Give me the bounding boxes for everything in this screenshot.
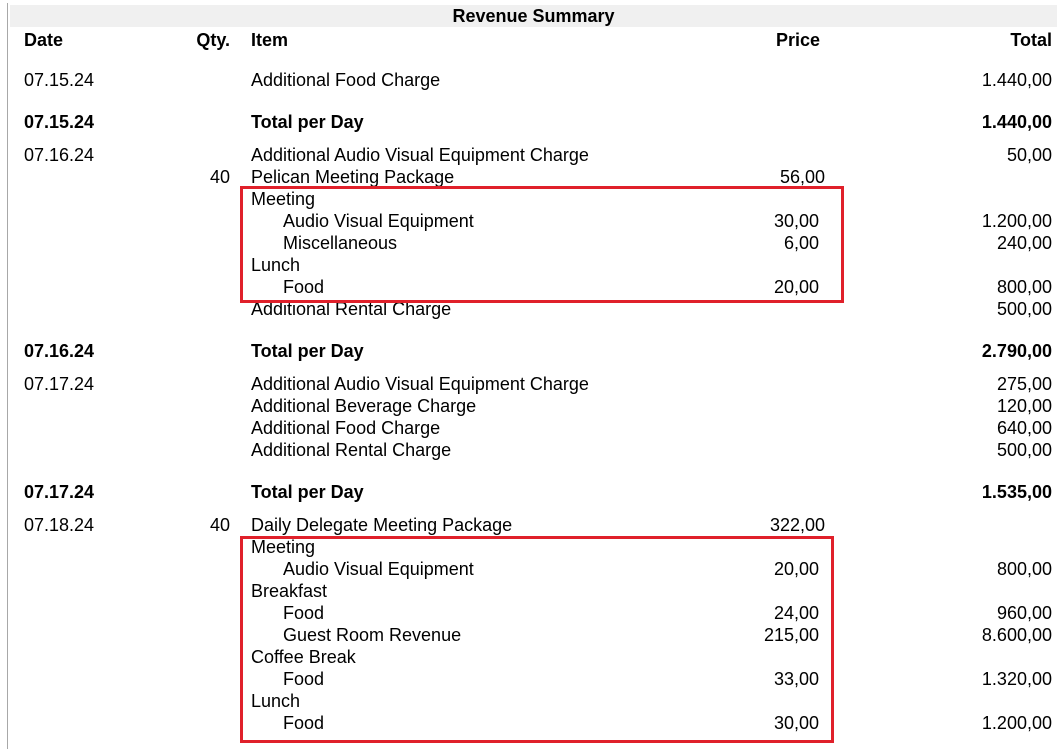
- day-total-row: [0, 481, 1057, 503]
- date-cell: 07.18.24: [24, 515, 95, 535]
- total-cell: 1.440,00: [981, 70, 1052, 90]
- price-cell: 24,00: [773, 603, 819, 623]
- qty-cell: 40: [209, 167, 230, 187]
- header-qty: Qty.: [196, 30, 230, 50]
- total-cell: 2.790,00: [981, 341, 1052, 361]
- report-title: Revenue Summary: [10, 5, 1057, 27]
- price-cell: 30,00: [773, 211, 819, 231]
- price-cell: 215,00: [763, 625, 819, 645]
- total-cell: 500,00: [996, 299, 1052, 319]
- highlight-box-daily-delegate-package: [240, 536, 834, 743]
- date-cell: 07.15.24: [24, 70, 95, 90]
- table-row: [0, 69, 1057, 91]
- item-cell: Breakfast: [251, 581, 328, 601]
- total-cell: 1.200,00: [981, 713, 1052, 733]
- item-cell: Food: [283, 669, 325, 689]
- date-cell: 07.15.24: [24, 112, 95, 132]
- item-cell: Additional Food Charge: [251, 418, 441, 438]
- item-cell: Audio Visual Equipment: [283, 559, 474, 579]
- table-row: [0, 166, 1057, 188]
- highlight-box-pelican-package: [240, 186, 844, 303]
- item-cell: Coffee Break: [251, 647, 356, 667]
- header-price: Price: [775, 30, 820, 50]
- date-cell: 07.16.24: [24, 341, 95, 361]
- item-cell: Additional Food Charge: [251, 70, 441, 90]
- table-row: [0, 395, 1057, 417]
- total-cell: 640,00: [996, 418, 1052, 438]
- total-cell: 1.200,00: [981, 211, 1052, 231]
- item-cell: Additional Rental Charge: [251, 299, 452, 319]
- item-cell: Audio Visual Equipment: [283, 211, 474, 231]
- table-row: [0, 514, 1057, 536]
- table-row: [0, 373, 1057, 395]
- table-row: [0, 439, 1057, 461]
- item-cell: Pelican Meeting Package: [251, 167, 455, 187]
- price-cell: 20,00: [773, 277, 819, 297]
- item-cell: Additional Audio Visual Equipment Charge: [251, 145, 589, 165]
- price-cell: 30,00: [773, 713, 819, 733]
- price-cell: 20,00: [773, 559, 819, 579]
- day-total-row: [0, 340, 1057, 362]
- item-cell: Total per Day: [251, 341, 364, 361]
- price-cell: 6,00: [783, 233, 819, 253]
- total-cell: 1.535,00: [981, 482, 1052, 502]
- header-date: Date: [24, 30, 64, 50]
- table-row: [0, 417, 1057, 439]
- total-cell: 275,00: [996, 374, 1052, 394]
- item-cell: Additional Audio Visual Equipment Charge: [251, 374, 589, 394]
- header-item: Item: [251, 30, 289, 50]
- item-cell: Lunch: [251, 255, 301, 275]
- total-cell: 120,00: [996, 396, 1052, 416]
- total-cell: 1.440,00: [981, 112, 1052, 132]
- qty-cell: 40: [209, 515, 230, 535]
- price-cell: 56,00: [779, 167, 825, 187]
- item-cell: Guest Room Revenue: [283, 625, 462, 645]
- total-cell: 240,00: [996, 233, 1052, 253]
- item-cell: Food: [283, 713, 325, 733]
- total-cell: 8.600,00: [981, 625, 1052, 645]
- item-cell: Total per Day: [251, 112, 364, 132]
- total-cell: 1.320,00: [981, 669, 1052, 689]
- item-cell: Meeting: [251, 537, 316, 557]
- item-cell: Lunch: [251, 691, 301, 711]
- table-row: [0, 144, 1057, 166]
- total-cell: 800,00: [996, 277, 1052, 297]
- item-cell: Additional Beverage Charge: [251, 396, 477, 416]
- item-cell: Miscellaneous: [283, 233, 398, 253]
- date-cell: 07.17.24: [24, 482, 95, 502]
- item-cell: Total per Day: [251, 482, 364, 502]
- item-cell: Additional Rental Charge: [251, 440, 452, 460]
- item-cell: Meeting: [251, 189, 316, 209]
- item-cell: Food: [283, 603, 325, 623]
- total-cell: 800,00: [996, 559, 1052, 579]
- price-cell: 322,00: [769, 515, 825, 535]
- date-cell: 07.17.24: [24, 374, 95, 394]
- price-cell: 33,00: [773, 669, 819, 689]
- item-cell: Food: [283, 277, 325, 297]
- total-cell: 50,00: [1006, 145, 1052, 165]
- day-total-row: [0, 111, 1057, 133]
- item-cell: Daily Delegate Meeting Package: [251, 515, 513, 535]
- header-total: Total: [1010, 30, 1052, 50]
- date-cell: 07.16.24: [24, 145, 95, 165]
- total-cell: 500,00: [996, 440, 1052, 460]
- total-cell: 960,00: [996, 603, 1052, 623]
